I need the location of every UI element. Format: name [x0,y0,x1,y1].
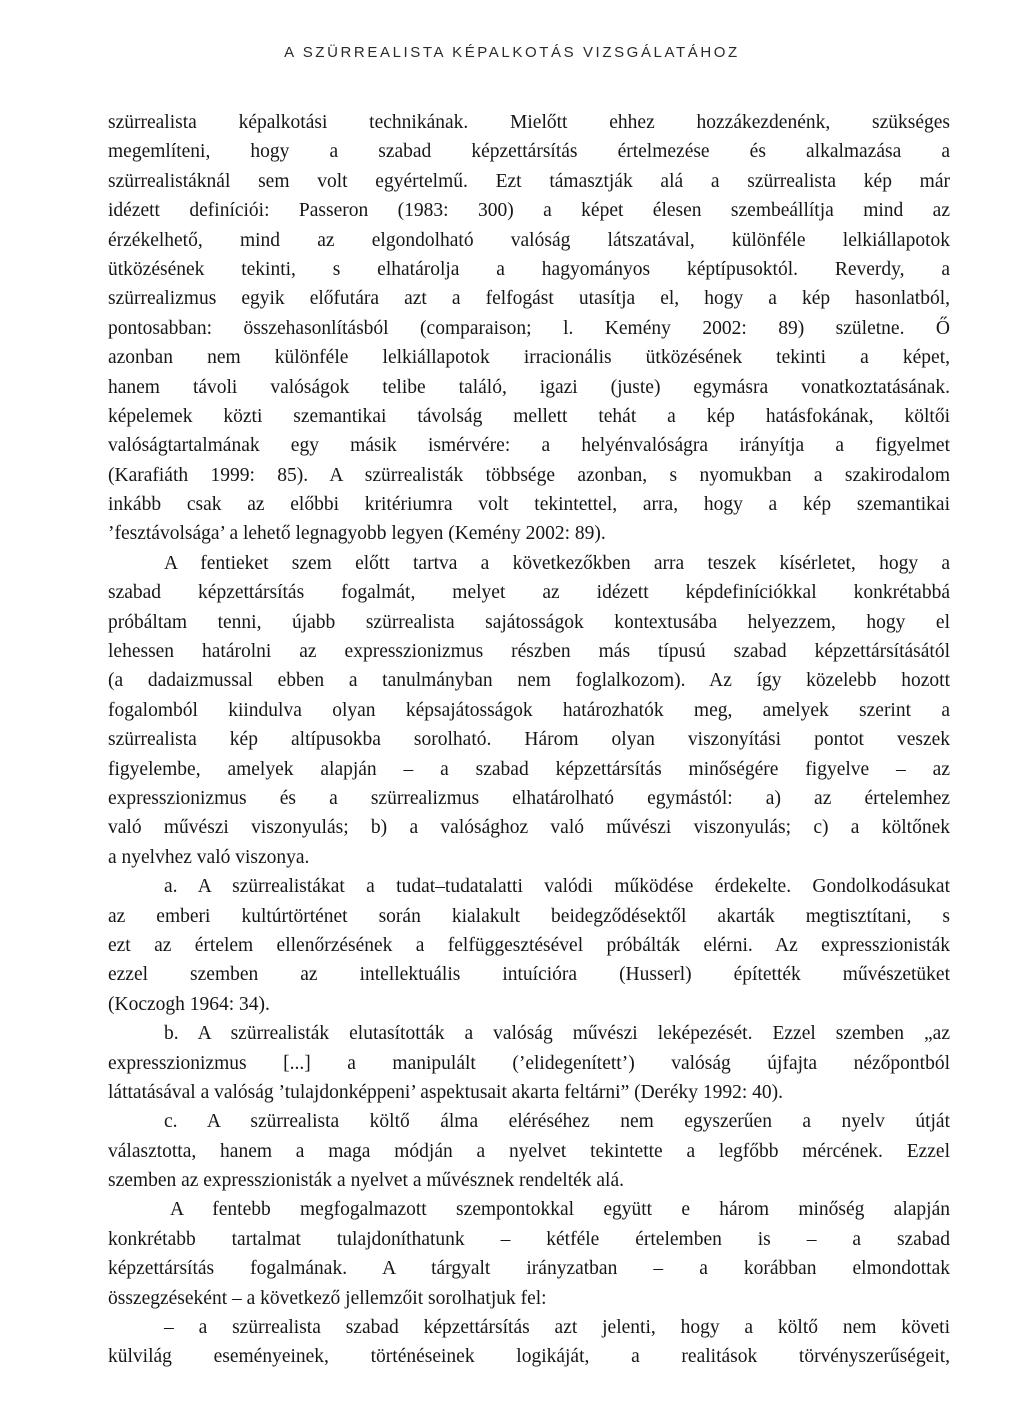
text-line: való művészi viszonyulás; b) a valósághoz való művészi viszonyulás; c) a költőnek [108,817,950,839]
list-item-b: b. A szürrealisták elutasították a valóság művészi leképezését. Ezzel szemben „az [164,1023,950,1045]
text-line: (Karafiáth 1999: 85). A szürrealisták többsége azonban, s nyomukban a szakirodalom [108,464,950,486]
text-line: a nyelvhez való viszonya. [108,846,310,868]
text-line: konkrétabb tartalmat tulajdoníthatunk – kétféle értelemben is – a szabad [108,1228,950,1250]
text-line: lehessen határolni az expresszionizmus részben más típusú szabad képzettársításától [108,641,950,663]
text-line: az emberi kultúrtörténet során kialakult beidegződésektől akarták megtisztítani, s [108,905,950,927]
text-line: (a dadaizmussal ebben a tanulmányban nem foglalkozom). Az így közelebb hozott [108,670,950,692]
text-line: összegzéseként – a következő jellemzőit sorolhatjuk fel: [108,1287,547,1309]
text-line: ezzel szemben az intellektuális intuícióra (Husserl) építették művészetüket [108,964,950,986]
text-line: ’fesztávolsága’ a lehető legnagyobb legyen (Kemény 2002: 89). [108,523,606,545]
text-line: szürrealista képalkotási technikának. Mielőtt ehhez hozzákezdenénk, szükséges [108,112,950,133]
text-line: valóságtartalmának egy másik ismérvére: a helyénvalóságra irányítja a figyelmet [108,435,950,457]
text-line: érzékelhető, mind az elgondolható valóság látszatával, különféle lelkiállapotok [108,229,950,251]
text-line: külvilág eseményeinek, történéseinek logikáját, a realitások törvényszerűségeit, [108,1346,950,1368]
text-line: azonban nem különféle lelkiállapotok irracionális ütközésének tekinti a képet, [108,347,950,369]
text-line: figyelembe, amelyek alapján – a szabad képzettársítás minőségére figyelve – az [108,758,950,780]
text-line: idézett definíciói: Passeron (1983: 300) a képet élesen szembeállítja mind az [108,200,950,222]
text-line: inkább csak az előbbi kritériumra volt tekintettel, arra, hogy a kép szemantikai [108,494,950,516]
text-line: láttatásával a valóság ’tulajdonképpeni’ aspektusait akarta feltárni” (Deréky 1992: 40). [108,1081,784,1103]
text-line: expresszionizmus [...] a manipulált (’elidegenített’) valóság újfajta nézőpontból [108,1052,950,1074]
text-line: képelemek közti szemantikai távolság mellett tehát a kép hatásfokának, költői [108,405,950,427]
text-line: expresszionizmus és a szürrealizmus elhatárolható egymástól: a) az értelemhez [108,787,950,809]
running-head: A SZÜRREALISTA KÉPALKOTÁS VIZSGÁLATÁHOZ [284,44,740,61]
list-item-a: a. A szürrealistákat a tudat–tudatalatti valódi működése érdekelte. Gondolkodásukat [164,876,950,898]
dash-list-item: – a szürrealista szabad képzettársítás azt jelenti, hogy a költő nem követi [164,1317,950,1339]
paragraph-first-line: A fentebb megfogalmazott szempontokkal együtt e három minőség alapján [170,1199,950,1221]
text-line: ütközésének tekinti, s elhatárolja a hagyományos képtípusoktól. Reverdy, a [108,258,950,280]
text-line: szabad képzettársítás fogalmát, melyet az idézett képdefiníciókkal konkrétabbá [108,582,950,604]
text-line: hanem távoli valóságok telibe találó, igazi (juste) egymásra vonatkoztatásának. [108,376,950,398]
paragraph-first-line: A fentieket szem előtt tartva a következőkben arra teszek kísérletet, hogy a [164,552,950,574]
text-line: ezt az értelem ellenőrzésének a felfüggesztésével próbálták elérni. Az expresszionisták [108,934,950,956]
text-line: képzettársítás fogalmának. A tárgyalt irányzatban – a korábban elmondottak [108,1258,950,1280]
body-text [108,108,950,1372]
text-line: megemlíteni, hogy a szabad képzettársítás értelmezése és alkalmazása a [108,141,950,163]
text-line: fogalomból kiindulva olyan képsajátosságok határozhatók meg, amelyek szerint a [108,699,950,721]
text-line: pontosabban: összehasonlításból (comparaison; l. Kemény 2002: 89) születne. Ő [108,317,950,339]
text-line: szürrealista kép altípusokba sorolható. Három olyan viszonyítási pontot veszek [108,729,950,751]
text-line: szemben az expresszionisták a nyelvet a művésznek rendelték alá. [108,1170,624,1192]
text-line: (Koczogh 1964: 34). [108,993,270,1015]
text-line: szürrealizmus egyik előfutára azt a felfogást utasítja el, hogy a kép hasonlatból, [108,288,950,310]
text-line: próbáltam tenni, újabb szürrealista sajátosságok kontextusába helyezzem, hogy el [108,611,950,633]
list-item-c: c. A szürrealista költő álma eléréséhez nem egyszerűen a nyelv útját [164,1111,950,1133]
text-line: választotta, hanem a maga módján a nyelvet tekintette a legfőbb mércének. Ezzel [108,1140,950,1162]
text-line: szürrealistáknál sem volt egyértelmű. Ezt támasztják alá a szürrealista kép már [108,170,950,192]
